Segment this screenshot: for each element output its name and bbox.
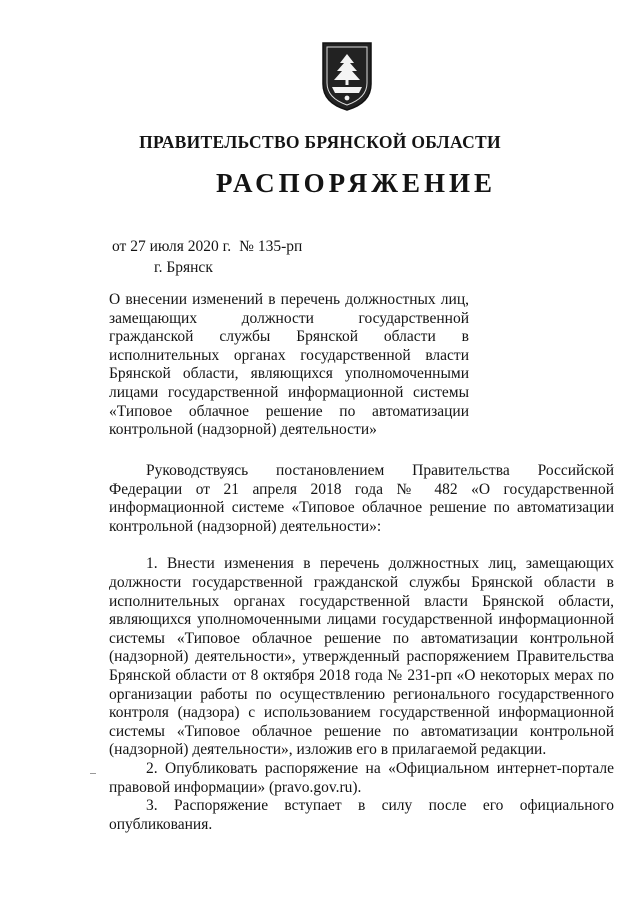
document-body <box>109 462 614 834</box>
document-subject: О внесении изменений в перечень должностных лиц, замещающих должности государственной гражданской службы Брянской области в исполнительных органах государственной власти Брянской области, являющихся уполномоченными лицами государственной информационной системы «Типовое облачное решение по автоматизации контрольной (надзорной) деятельности» <box>109 291 469 439</box>
clause-1: 1. Внести изменения в перечень должностных лиц, замещающих должности государственной гражданской службы Брянской области в исполнительных органах государственной власти Брянской области, являющихся уполномоченными лицами государственной информационной системы «Типовое облачное решение по автоматизации контрольной (надзорной) деятельности», утвержденный распоряжением Правительства Брянской области от 8 октября 2018 года № 231-рп «О некоторых мерах по организации работы по осуществлению регионального государственного контроля (надзора) с использованием государственной информационной системы «Типовое облачное решение по автоматизации контрольной (надзорной) деятельности», изложив его в прилагаемой редакции. <box>109 555 614 759</box>
clause-2: 2. Опубликовать распоряжение на «Официальном интернет-портале правовой информации» (pravo.gov.ru). <box>109 759 614 796</box>
coat-of-arms-icon <box>320 40 374 112</box>
preamble-paragraph: Руководствуясь постановлением Правительства Российской Федерации от 21 апреля 2018 года № 482 «О государственной информационной системе «Типовое облачное решение по автоматизации контрольной (надзорной) деятельности»: <box>109 462 614 535</box>
document-number: № 135-рп <box>239 238 303 255</box>
document-city: г. Брянск <box>154 259 213 276</box>
document-date: от 27 июля 2020 г. <box>112 238 232 255</box>
document-date-line <box>112 238 302 256</box>
organization-name: ПРАВИТЕЛЬСТВО БРЯНСКОЙ ОБЛАСТИ <box>139 132 501 152</box>
margin-mark <box>90 773 96 774</box>
document-type-title: РАСПОРЯЖЕНИЕ <box>215 168 497 198</box>
clause-3: 3. Распоряжение вступает в силу после его официального опубликования. <box>109 797 614 833</box>
